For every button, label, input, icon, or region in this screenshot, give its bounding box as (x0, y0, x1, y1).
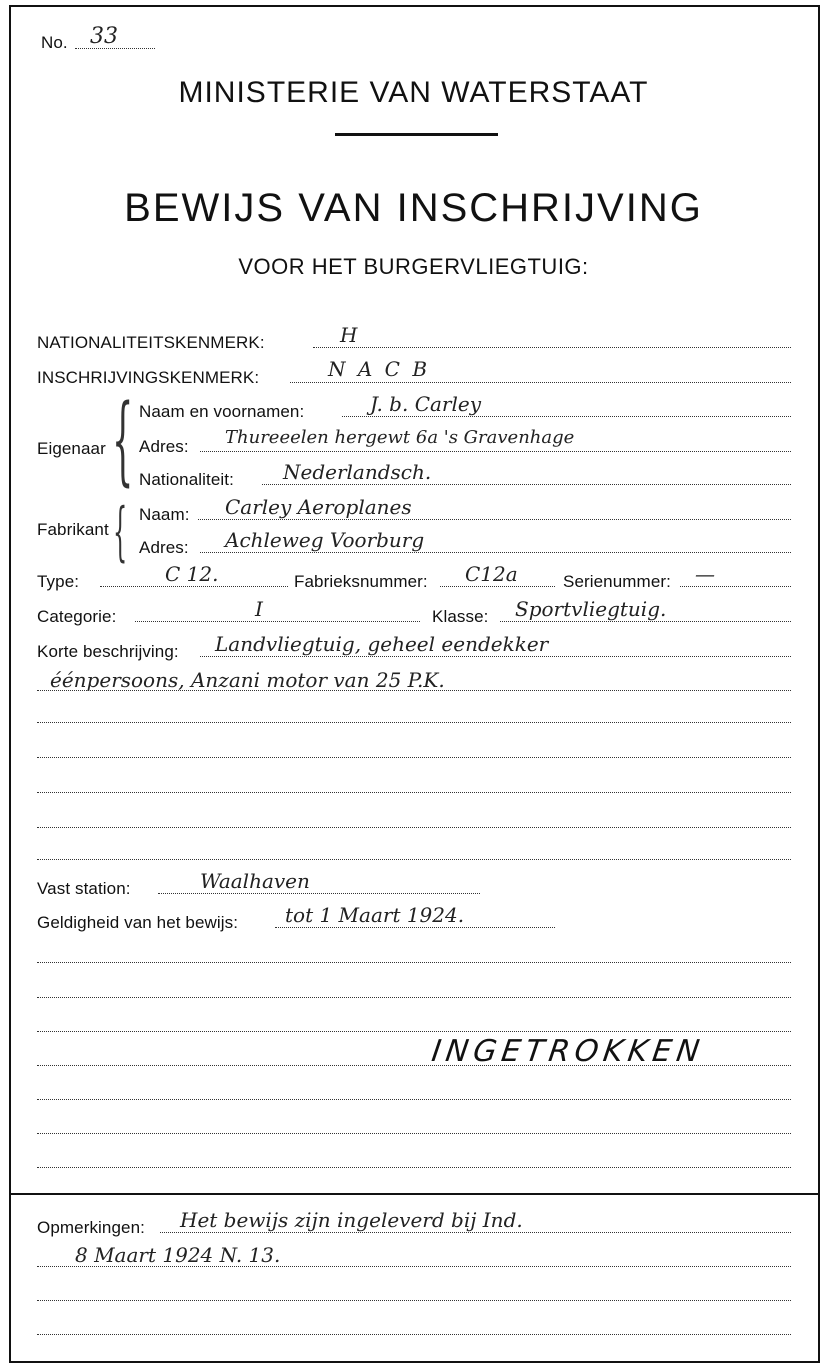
fabrieksnummer-value: C12a (465, 562, 518, 586)
nationaliteitskenmerk-value: H (340, 323, 358, 347)
field-line (198, 519, 791, 520)
eigenaar-label: Eigenaar (37, 439, 106, 458)
field-line (275, 927, 555, 928)
field-line (200, 656, 791, 657)
field-line (160, 1232, 791, 1233)
ruled-line (37, 690, 791, 691)
ruled-line (37, 792, 791, 793)
eigenaar-nationaliteit-value: Nederlandsch. (283, 460, 432, 484)
beschrijving-line1: Landvliegtuig, geheel eendekker (215, 632, 549, 656)
fabrikant-brace: { (113, 495, 128, 569)
certificate-subtitle: VOOR HET BURGERVLIEGTUIG: (238, 254, 589, 279)
ruled-line (37, 827, 791, 828)
field-line (262, 484, 791, 485)
field-line (200, 451, 791, 452)
section-separator (9, 1193, 820, 1195)
klasse-value: Sportvliegtuig. (515, 597, 667, 621)
ruled-line (37, 859, 791, 860)
ruled-line (37, 1266, 791, 1267)
field-line (680, 586, 791, 587)
number-label: No. (41, 33, 68, 52)
serienummer-value: — (695, 562, 715, 586)
ruled-line (37, 1300, 791, 1301)
field-line (200, 552, 791, 553)
eigenaar-adres-value: Thureeelen hergewt 6a 's Gravenhage (225, 427, 575, 448)
field-line (290, 382, 791, 383)
ruled-line (37, 1099, 791, 1100)
ruled-line (37, 1065, 791, 1066)
eigenaar-brace: { (112, 384, 134, 496)
beschrijving-line2: éénpersoons, Anzani motor van 25 P.K. (50, 668, 445, 692)
categorie-label: Categorie: (37, 607, 117, 626)
number-value: 33 (90, 24, 118, 49)
ruled-line (37, 962, 791, 963)
ruled-line (37, 1133, 791, 1134)
number-line (75, 48, 155, 49)
field-line (100, 586, 288, 587)
field-line (313, 347, 791, 348)
fabrikant-label: Fabrikant (37, 520, 109, 539)
beschrijving-label: Korte beschrijving: (37, 642, 179, 661)
nationaliteitskenmerk-label: NATIONALITEITSKENMERK: (37, 333, 265, 352)
inschrijvingskenmerk-value: N A C B (328, 357, 431, 381)
categorie-value: I (255, 597, 263, 621)
opmerkingen-label: Opmerkingen: (37, 1218, 145, 1237)
eigenaar-naam-value: J. b. Carley (370, 392, 482, 416)
inschrijvingskenmerk-label: INSCHRIJVINGSKENMERK: (37, 368, 260, 387)
eigenaar-naam-label: Naam en voornamen: (139, 402, 305, 421)
field-line (135, 621, 420, 622)
type-label: Type: (37, 572, 80, 591)
eigenaar-adres-label: Adres: (139, 437, 189, 456)
ministry-heading: MINISTERIE VAN WATERSTAAT (178, 76, 649, 109)
opmerkingen-line1: Het bewijs zijn ingeleverd bij Ind. (180, 1208, 523, 1232)
geldigheid-label: Geldigheid van het bewijs: (37, 913, 239, 932)
fabrikant-adres-value: Achleweg Voorburg (225, 528, 425, 552)
type-value: C 12. (165, 562, 219, 586)
ingetrokken-stamp: INGETROKKEN (429, 1034, 707, 1069)
ruled-line (37, 1334, 791, 1335)
ruled-line (37, 722, 791, 723)
certificate-title: BEWIJS VAN INSCHRIJVING (124, 186, 703, 230)
serienummer-label: Serienummer: (563, 572, 671, 591)
fabrikant-naam-value: Carley Aeroplanes (225, 495, 412, 519)
ruled-line (37, 997, 791, 998)
fabrieksnummer-label: Fabrieksnummer: (294, 572, 428, 591)
vast-station-label: Vast station: (37, 879, 131, 898)
fabrikant-adres-label: Adres: (139, 538, 189, 557)
ruled-line (37, 1031, 791, 1032)
field-line (440, 586, 555, 587)
field-line (342, 416, 791, 417)
field-line (158, 893, 480, 894)
title-divider (335, 133, 498, 136)
opmerkingen-line2: 8 Maart 1924 N. 13. (75, 1243, 281, 1267)
klasse-label: Klasse: (432, 607, 489, 626)
fabrikant-naam-label: Naam: (139, 505, 190, 524)
ruled-line (37, 757, 791, 758)
vast-station-value: Waalhaven (200, 869, 310, 893)
eigenaar-nationaliteit-label: Nationaliteit: (139, 470, 234, 489)
ruled-line (37, 1167, 791, 1168)
field-line (500, 621, 791, 622)
geldigheid-value: tot 1 Maart 1924. (285, 903, 465, 927)
